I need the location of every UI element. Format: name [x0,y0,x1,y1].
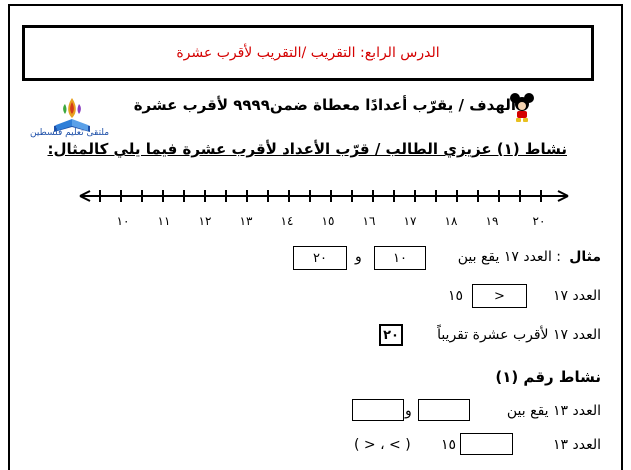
tick-label: ١٥ [321,214,335,228]
exercise-line2-label: العدد ١٣ [553,437,601,453]
exercise-symbol-box[interactable] [460,433,513,455]
exercise-box-low[interactable] [418,399,470,421]
lesson-title-box [22,25,594,81]
example-and: و [355,249,362,265]
tick-label: ١٨ [444,214,458,228]
tick-label: ١٧ [403,214,417,228]
tick-label: ١٠ [116,214,130,228]
example-box-low: ١٠ [374,246,426,270]
page-border-right [621,4,623,470]
example-line2-value: ١٥ [448,288,464,304]
tick-label: ١١ [157,214,171,228]
example-prefix: مثال [569,249,601,265]
tick-label: ١٢ [198,214,212,228]
example-line2-label: العدد ١٧ [553,288,601,304]
tick-label: ١٣ [239,214,253,228]
example-line3-text: العدد ١٧ لأقرب عشرة تقريباً [437,327,601,343]
page-border-top [8,4,623,6]
lesson-title: الدرس الرابع: التقريب /التقريب لأقرب عشرة [176,45,440,61]
example-answer-box: ٢٠ [379,324,403,346]
goal-text: الهدف / يقرّب أعدادًا معطاة ضمن٩٩٩٩ لأقرب عشرة [133,96,516,114]
example-box-high: ٢٠ [293,246,347,270]
tick-label: ١٤ [280,214,294,228]
page-border-left [8,4,10,470]
exercise-line2-value: ١٥ [441,437,457,453]
logo-caption: ملتقى تعليم فلسطين [30,128,110,138]
exercise-and: و [405,403,412,419]
exercise-box-high[interactable] [352,399,404,421]
tick-label: ١٦ [362,214,376,228]
tick-label: ٢٠ [532,214,546,228]
activity1-heading: نشاط (١) عزيزي الطالب / قرّب الأعداد لأقرب عشرة فيما يلي كالمثال: [47,140,567,158]
exercise-line1-text: العدد ١٣ يقع بين [506,403,601,419]
activity-number-heading: نشاط رقم (١) [495,368,601,386]
example-line1-text: : العدد ١٧ يقع بين [457,249,561,265]
tick-label: ١٩ [485,214,499,228]
example-symbol-box: > [472,284,527,308]
exercise-line2-hint: ( > ، < ) [354,437,411,453]
